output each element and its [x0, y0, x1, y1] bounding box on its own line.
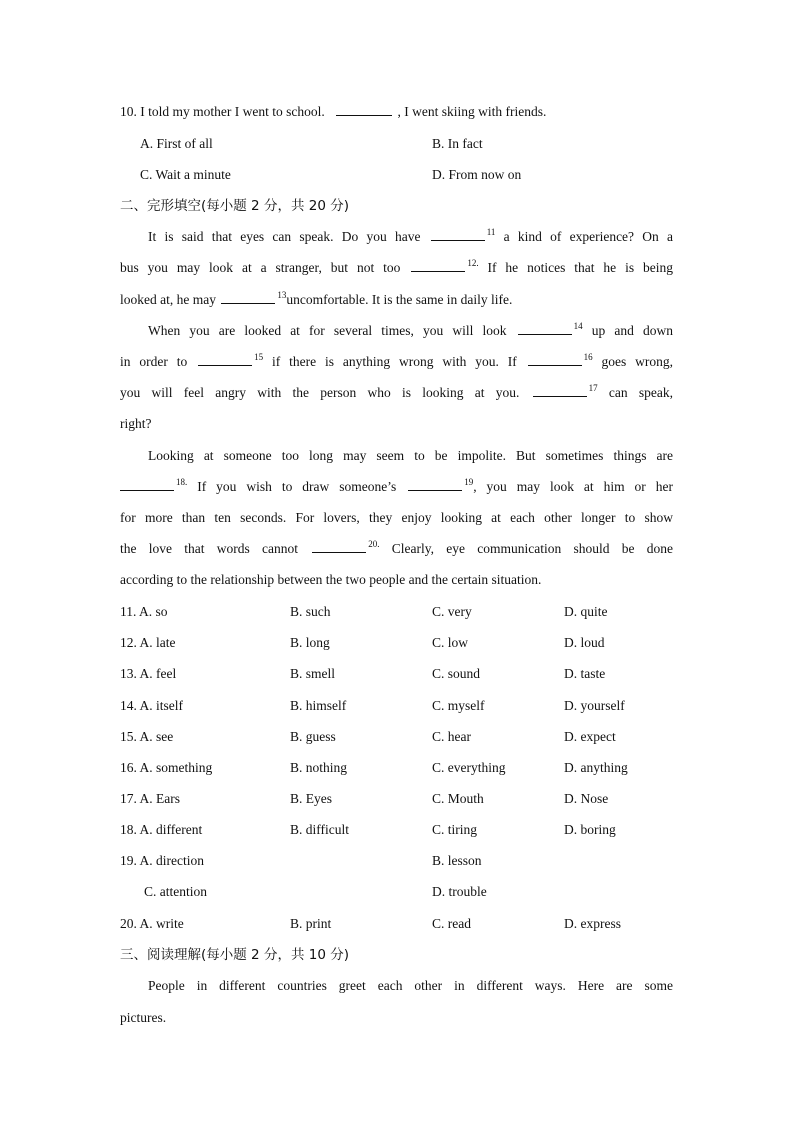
answer-blank [336, 103, 392, 116]
option-d: D. boring [564, 822, 616, 837]
option-c: C. very [432, 604, 472, 619]
answer-blank [431, 228, 485, 241]
blank-number: 12. [467, 258, 479, 268]
option-c: C. low [432, 635, 469, 650]
question-10-stem [120, 103, 673, 121]
passage-text: If he notices that he is being [487, 260, 674, 275]
passage-line [120, 353, 673, 371]
blank-number: 13 [277, 290, 287, 300]
option-a: 18. A. different [120, 822, 203, 837]
option-d: D. Nose [564, 791, 609, 806]
passage-text: When you are looked at for several times, you will look [148, 323, 507, 338]
blank-number: 19 [464, 477, 474, 487]
option-d: D. trouble [432, 884, 487, 899]
option-c: C. Mouth [432, 791, 484, 806]
passage-line: pictures. [120, 1010, 167, 1025]
blank-number: 11 [486, 227, 496, 237]
option-d: D. yourself [564, 698, 625, 713]
passage-line [120, 478, 673, 496]
answer-blank [120, 478, 174, 491]
option-d: D. expect [564, 729, 616, 744]
passage-text: If you wish to draw someone’s [197, 479, 397, 494]
option-a: 20. A. write [120, 916, 184, 931]
option-b: B. difficult [290, 822, 349, 837]
answer-blank [533, 384, 587, 397]
blank-number: 17 [588, 383, 598, 393]
option-d: D. anything [564, 760, 628, 775]
blank-number: 16 [583, 352, 593, 362]
passage-text: a kind of experience? On a [503, 229, 674, 244]
option-d: D. express [564, 916, 621, 931]
passage-text: bus you may look at a stranger, but not too [120, 260, 401, 275]
answer-blank [312, 540, 366, 553]
answer-blank [518, 322, 572, 335]
passage-line [148, 228, 673, 246]
option-a: 16. A. something [120, 760, 213, 775]
option-a: 14. A. itself [120, 698, 183, 713]
option-b: B. long [290, 635, 330, 650]
option-b: B. smell [290, 666, 336, 681]
option-b: B. himself [290, 698, 347, 713]
answer-blank [411, 259, 465, 272]
option-b: B. guess [290, 729, 336, 744]
answer-blank [198, 353, 252, 366]
option-c: C. sound [432, 666, 481, 681]
option-d: D. loud [564, 635, 605, 650]
blank-number: 15 [254, 352, 264, 362]
option-b: B. print [290, 916, 332, 931]
option-b: B. In fact [432, 136, 483, 151]
option-a: 19. A. direction [120, 853, 204, 868]
passage-text: can speak, [608, 385, 674, 400]
option-b: B. such [290, 604, 331, 619]
passage-line: right? [120, 416, 152, 431]
passage-line: according to the relationship between the two people and the certain situation. [120, 572, 542, 587]
option-a: 13. A. feel [120, 666, 177, 681]
section-3-heading: 三、阅读理解(每小题 2 分，共 10 分) [120, 947, 349, 963]
blank-number: 14 [573, 321, 583, 331]
option-c: C. Wait a minute [140, 167, 231, 182]
passage-line: People in different countries greet each other in different ways. Here are some [148, 978, 673, 993]
question-10-text-b: , I went skiing with friends. [397, 104, 547, 119]
passage-text: up and down [591, 323, 674, 338]
question-10-text-a: 10. I told my mother I went to school. [120, 104, 325, 119]
passage-text: , you may look at him or her [473, 479, 674, 494]
passage-text: goes wrong, [601, 354, 674, 369]
answer-blank [528, 353, 582, 366]
option-c: C. myself [432, 698, 485, 713]
option-d: D. From now on [432, 167, 522, 182]
passage-line [120, 384, 673, 402]
passage-line [120, 291, 673, 309]
passage-text: looked at, he may [120, 292, 216, 307]
answer-blank [408, 478, 462, 491]
passage-text: uncomfortable. It is the same in daily life. [286, 292, 513, 307]
option-c: C. read [432, 916, 471, 931]
blank-number: 18. [176, 477, 188, 487]
blank-number: 20. [368, 539, 380, 549]
answer-blank [221, 291, 275, 304]
option-b: B. nothing [290, 760, 348, 775]
passage-text: the love that words cannot [120, 541, 298, 556]
option-c: C. hear [432, 729, 471, 744]
option-b: B. Eyes [290, 791, 332, 806]
passage-line [120, 540, 673, 558]
option-c: C. tiring [432, 822, 478, 837]
option-d: D. quite [564, 604, 608, 619]
option-a: A. First of all [140, 136, 213, 151]
passage-line: for more than ten seconds. For lovers, they enjoy looking at each other longer to show [120, 510, 673, 525]
section-2-heading: 二、完形填空(每小题 2 分，共 20 分) [120, 198, 349, 214]
option-b: B. lesson [432, 853, 482, 868]
option-a: 15. A. see [120, 729, 174, 744]
option-c: C. attention [144, 884, 207, 899]
passage-line [120, 259, 673, 277]
passage-text: Clearly, eye communication should be done [391, 541, 674, 556]
option-a: 17. A. Ears [120, 791, 180, 806]
passage-line: Looking at someone too long may seem to be impolite. But sometimes things are [148, 448, 673, 463]
option-a: 12. A. late [120, 635, 176, 650]
option-a: 11. A. so [120, 604, 168, 619]
passage-line [148, 322, 673, 340]
option-c: C. everything [432, 760, 506, 775]
passage-text: if there is anything wrong with you. If [272, 354, 517, 369]
passage-text: It is said that eyes can speak. Do you have [148, 229, 421, 244]
passage-text: you will feel angry with the person who is looking at you. [120, 385, 520, 400]
passage-text: in order to [120, 354, 188, 369]
option-d: D. taste [564, 666, 606, 681]
